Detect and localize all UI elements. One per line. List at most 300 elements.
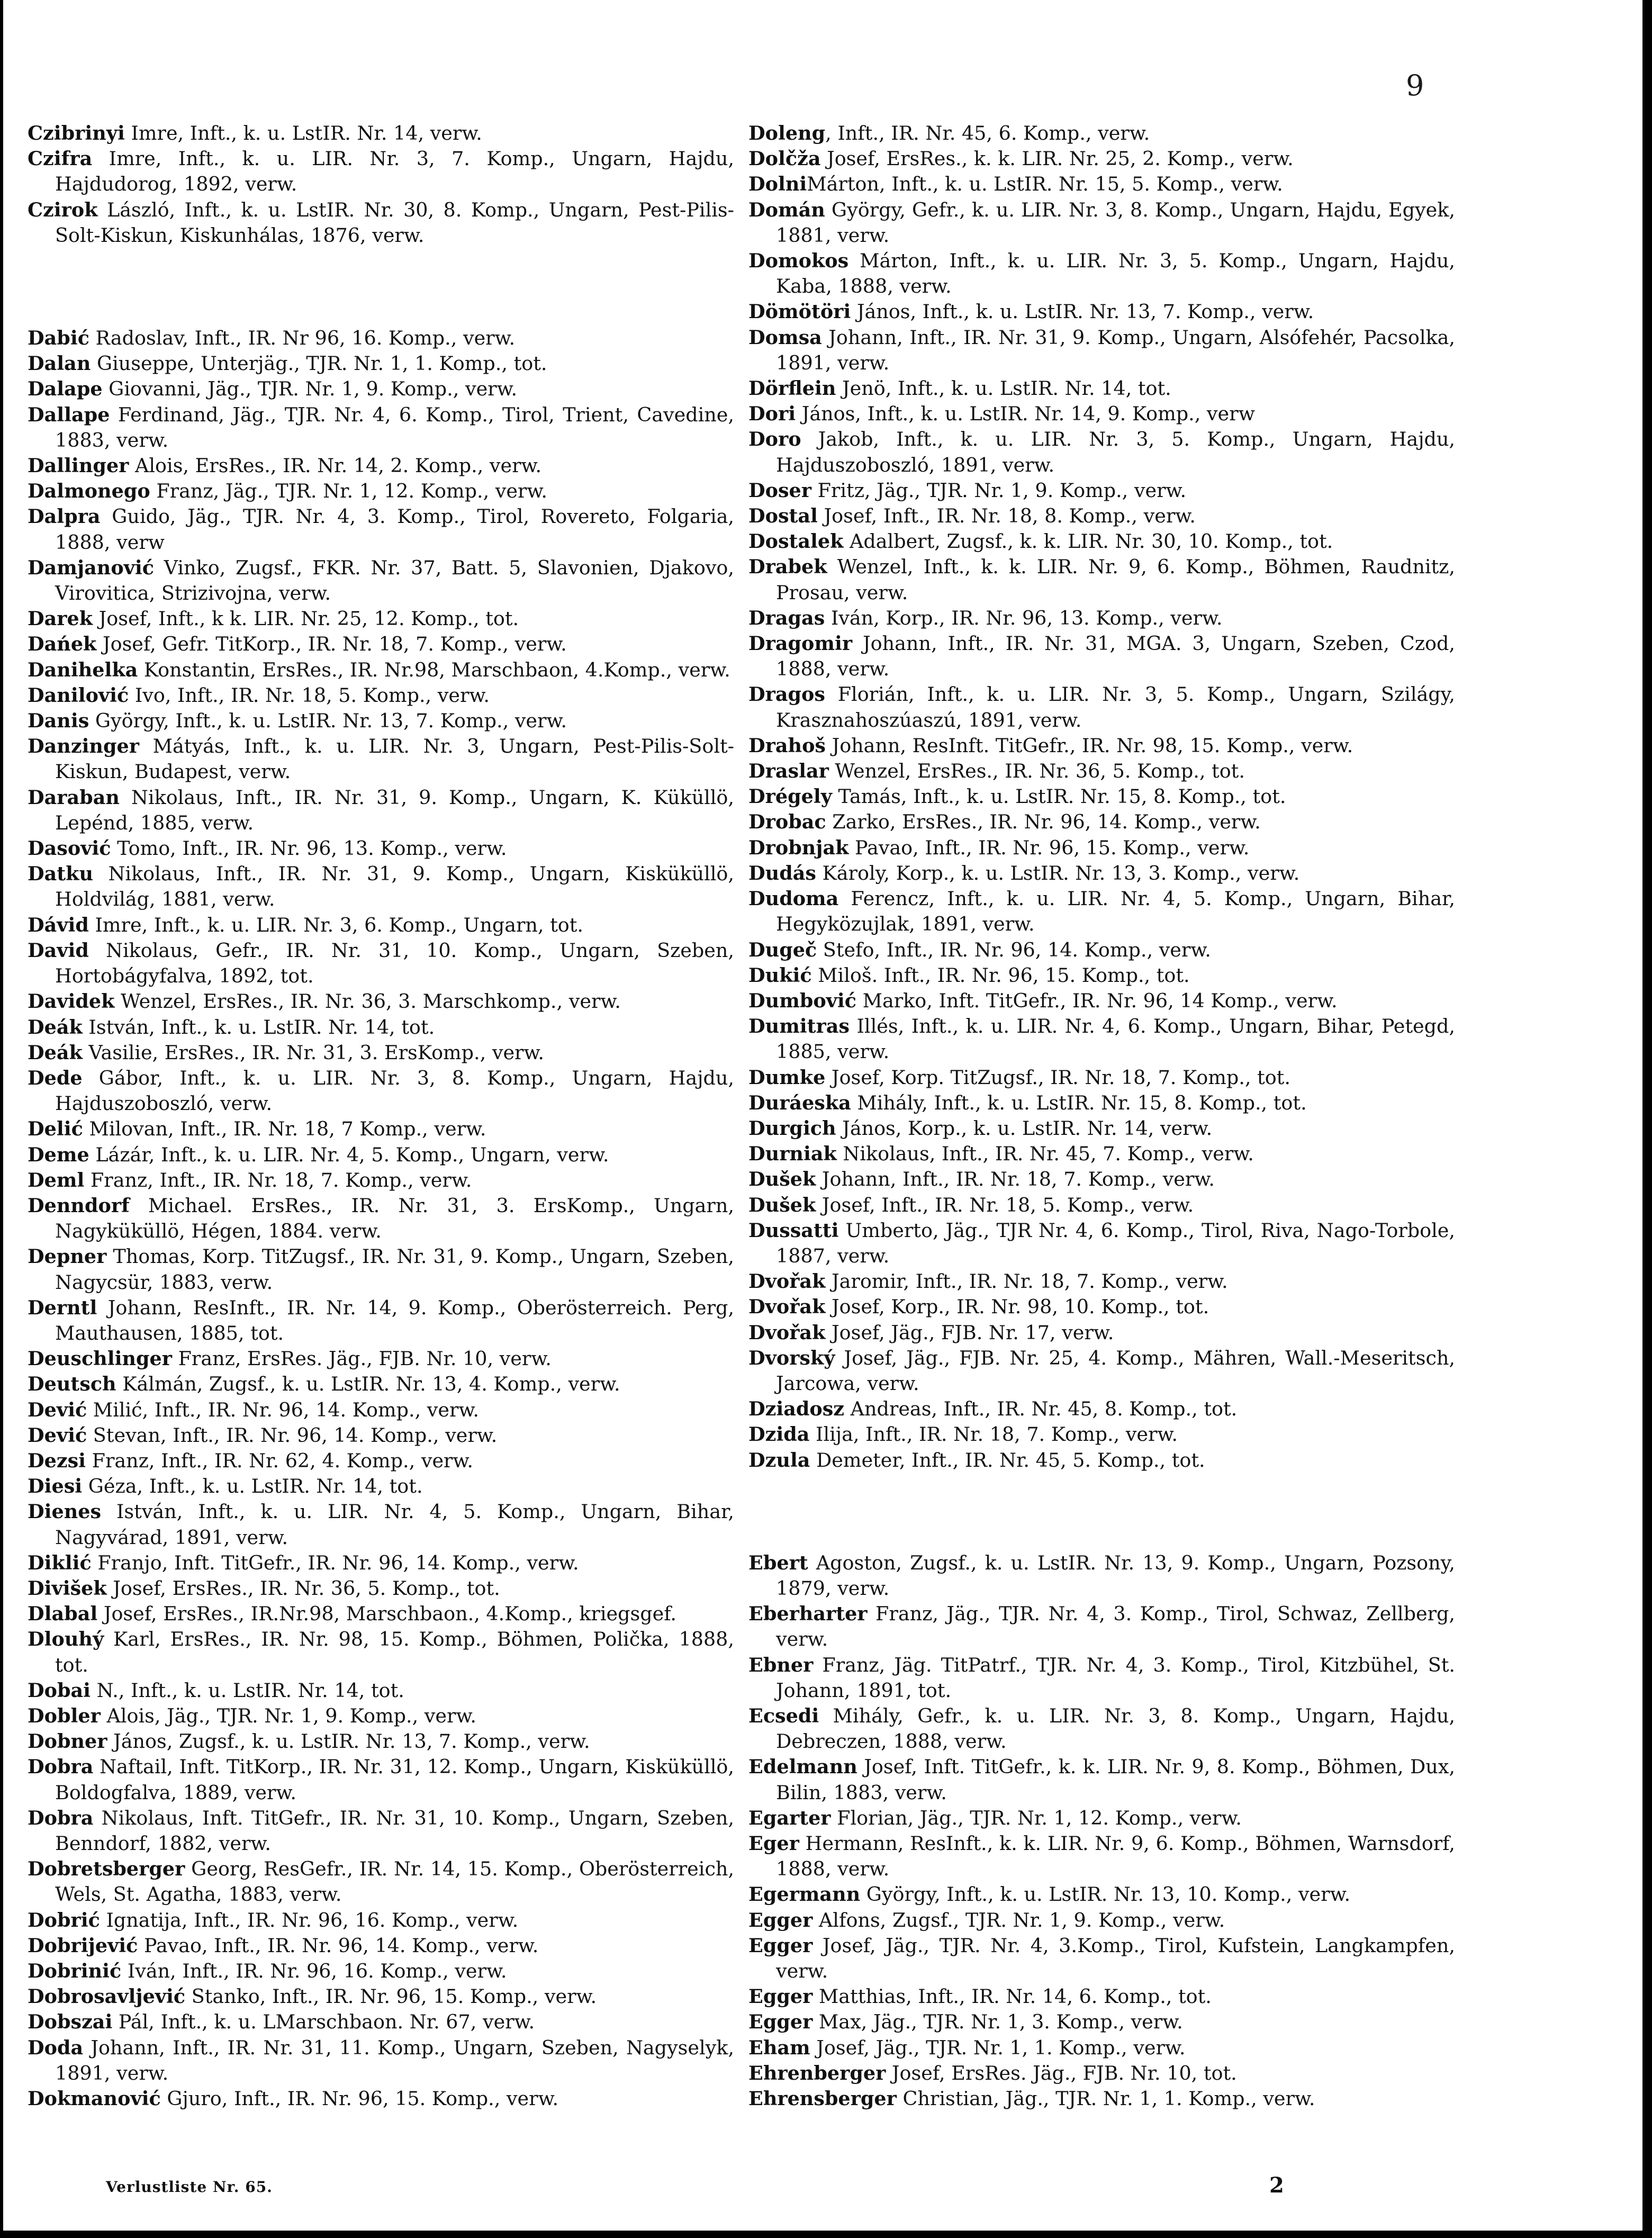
entry-surname: Dlouhý	[28, 1628, 104, 1651]
entry-surname: Ehrensberger	[748, 2087, 897, 2110]
entry-surname: Denndorf	[28, 1194, 130, 1217]
entry-surname: Eberharter	[748, 1602, 868, 1626]
list-entry	[748, 1550, 1455, 1601]
entry-details: Johann, Inft., IR. Nr. 18, 7. Komp., verw.	[816, 1168, 1215, 1191]
entry-surname: Delić	[28, 1117, 83, 1141]
entry-details: Florián, Inft., k. u. LIR. Nr. 3, 5. Komp., Ungarn, Szilágy, Krasznahoszúaszú, 1891, verw.	[776, 683, 1455, 732]
list-entry	[28, 351, 734, 376]
list-entry	[748, 1346, 1455, 1396]
entry-surname: Danis	[28, 709, 89, 733]
list-entry	[748, 1908, 1455, 1933]
entry-details: Christian, Jäg., TJR. Nr. 1, 1. Komp., verw.	[896, 2087, 1315, 2110]
entry-details: Pavao, Inft., IR. Nr. 96, 15. Komp., verw.	[848, 836, 1250, 859]
section-gap	[28, 248, 734, 326]
list-entry	[28, 479, 734, 504]
list-entry	[28, 1040, 734, 1066]
entry-surname: Dukić	[748, 963, 812, 987]
entry-surname: Dević	[28, 1423, 87, 1447]
list-entry	[748, 682, 1455, 733]
entry-details: István, Inft., k. u. LIR. Nr. 4, 5. Komp., Ungarn, Bihar, Nagyvárad, 1891, verw.	[55, 1500, 734, 1549]
list-entry	[28, 606, 734, 631]
entry-surname: Dobler	[28, 1704, 101, 1727]
entry-surname: Diklić	[28, 1551, 92, 1574]
entry-details: Stefo, Inft., IR. Nr. 96, 14. Komp., verw.	[817, 938, 1211, 961]
list-entry	[748, 376, 1455, 401]
entry-surname: Duráeska	[748, 1091, 851, 1114]
entry-surname: Dobrosavljević	[28, 1985, 186, 2008]
entry-surname: Dvořak	[748, 1295, 826, 1319]
entry-surname: Durniak	[748, 1142, 837, 1166]
list-entry	[28, 938, 734, 989]
scan-border-right	[1642, 0, 1652, 2238]
entry-surname: Dussatti	[748, 1219, 839, 1242]
list-entry	[748, 529, 1455, 554]
entry-details: Guido, Jäg., TJR. Nr. 4, 3. Komp., Tirol, Rovereto, Folgaria, 1888, verw	[55, 505, 734, 554]
list-entry	[748, 1422, 1455, 1447]
list-entry	[28, 326, 734, 351]
list-entry	[748, 554, 1455, 605]
entry-details: Karl, ErsRes., IR. Nr. 98, 15. Komp., Böhmen, Polička, 1888, tot.	[55, 1628, 734, 1676]
entry-surname: Dobai	[28, 1679, 91, 1702]
entry-details: Mátyás, Inft., k. u. LIR. Nr. 3, Ungarn, Pest-Pilis-Solt-Kiskun, Budapest, verw.	[55, 735, 734, 783]
entry-details: Franz, Jäg., TJR. Nr. 4, 3. Komp., Tirol, Schwaz, Zellberg, verw.	[776, 1602, 1455, 1651]
entry-details: Ilija, Inft., IR. Nr. 18, 7. Komp., verw.	[809, 1423, 1178, 1446]
list-entry	[28, 146, 734, 197]
entry-details: Umberto, Jäg., TJR Nr. 4, 6. Komp., Tirol, Riva, Nago-Torbole, 1887, verw.	[776, 1219, 1455, 1267]
entry-surname: Doro	[748, 428, 801, 451]
entry-surname: Drobnjak	[748, 836, 849, 859]
entry-surname: Ebner	[748, 1653, 814, 1676]
entry-surname: Dvorský	[748, 1346, 835, 1369]
list-entry	[748, 197, 1455, 248]
entry-surname: Dobretsberger	[28, 1857, 185, 1881]
entry-surname: Domokos	[748, 249, 849, 273]
entry-details: Nikolaus, Gefr., IR. Nr. 31, 10. Komp., Ungarn, Szeben, Hortobágyfalva, 1892, tot.	[55, 938, 734, 988]
entry-surname: Drégely	[748, 785, 832, 808]
list-entry	[748, 733, 1455, 759]
list-entry	[28, 1193, 734, 1244]
entry-surname: Ehrenberger	[748, 2061, 886, 2084]
entry-details: Mihály, Gefr., k. u. LIR. Nr. 3, 8. Komp., Ungarn, Hajdu, Debreczen, 1888, verw.	[776, 1704, 1455, 1753]
entry-surname: Dobra	[28, 1806, 94, 1829]
entry-surname: Egger	[748, 2010, 813, 2034]
entry-details: Josef, Korp., IR. Nr. 98, 10. Komp., tot.	[825, 1295, 1209, 1319]
entry-details: Imre, Inft., k. u. LIR. Nr. 3, 7. Komp., Ungarn, Hajdu, Hajdudorog, 1892, verw.	[55, 147, 734, 196]
entry-details: Johann, ResInft., IR. Nr. 14, 9. Komp., Oberösterreich. Perg, Mauthausen, 1885, tot.	[55, 1296, 734, 1344]
entry-details: Tomo, Inft., IR. Nr. 96, 13. Komp., verw.	[111, 837, 507, 860]
entry-surname: Deák	[28, 1041, 83, 1064]
entry-details: Franz, Inft., IR. Nr. 18, 7. Komp., verw.	[84, 1168, 472, 1192]
list-entry	[748, 1601, 1455, 1652]
entry-surname: Dvořak	[748, 1321, 826, 1344]
entry-surname: Egger	[748, 1908, 813, 1932]
list-entry	[748, 248, 1455, 299]
list-entry	[748, 1448, 1455, 1473]
entry-surname: Divišek	[28, 1576, 107, 1600]
entry-details: Illés, Inft., k. u. LIR. Nr. 4, 6. Komp., Ungarn, Bihar, Petegd, 1885, verw.	[776, 1015, 1455, 1063]
list-entry	[28, 1244, 734, 1295]
list-entry	[748, 809, 1455, 835]
entry-surname: Drabek	[748, 555, 827, 579]
list-entry	[28, 2009, 734, 2035]
entry-surname: Egger	[748, 1934, 813, 1957]
list-entry	[748, 427, 1455, 477]
entry-surname: Dušek	[748, 1193, 816, 1216]
entry-details: Naftail, Inft. TitKorp., IR. Nr. 31, 12. Komp., Ungarn, Kisküküllö, Boldogfalva, 1889, verw.	[55, 1755, 734, 1804]
list-entry	[28, 555, 734, 606]
entry-surname: Dumke	[748, 1066, 826, 1089]
list-entry	[28, 1550, 734, 1576]
entry-surname: Czifra	[28, 147, 93, 170]
entry-surname: Depner	[28, 1245, 107, 1268]
entry-surname: Drahoš	[748, 734, 826, 757]
entry-details: Márton, Inft., k. u. LIR. Nr. 3, 5. Komp., Ungarn, Hajdu, Kaba, 1888, verw.	[776, 249, 1455, 298]
entry-details: Márton, Inft., k. u. LstIR. Nr. 15, 5. Komp., verw.	[807, 173, 1283, 196]
entry-details: Tamás, Inft., k. u. LstIR. Nr. 15, 8. Komp., tot.	[832, 785, 1286, 808]
entry-details: Wenzel, ErsRes., IR. Nr. 36, 3. Marschkomp., verw.	[114, 990, 621, 1013]
entry-surname: Dušek	[748, 1168, 816, 1191]
entry-details: Mihály, Inft., k. u. LstIR. Nr. 15, 8. Komp., tot.	[851, 1091, 1307, 1114]
entry-surname: Dobra	[28, 1755, 94, 1779]
entry-details: Alois, ErsRes., IR. Nr. 14, 2. Komp., verw.	[129, 454, 542, 477]
list-entry	[748, 1754, 1455, 1805]
entry-details: Johann, ResInft. TitGefr., IR. Nr. 98, 15. Komp., verw.	[825, 734, 1353, 757]
entry-details: Josef, ErsRes., IR. Nr. 36, 5. Komp., tot.	[106, 1576, 500, 1600]
list-entry	[748, 1218, 1455, 1269]
list-entry	[748, 325, 1455, 376]
entry-details: György, Inft., k. u. LstIR. Nr. 13, 7. Komp., verw.	[89, 709, 567, 733]
list-entry	[748, 784, 1455, 809]
list-entry	[28, 1474, 734, 1499]
entry-surname: Durgich	[748, 1116, 836, 1140]
list-entry	[28, 1397, 734, 1423]
list-entry	[28, 836, 734, 861]
entry-surname: Dabić	[28, 327, 89, 350]
entry-surname: Edelmann	[748, 1755, 857, 1779]
list-entry	[748, 146, 1455, 172]
list-entry	[748, 963, 1455, 988]
entry-surname: Dörflein	[748, 377, 836, 400]
list-entry	[28, 1066, 734, 1116]
entry-details: Josef, Gefr. TitKorp., IR. Nr. 18, 7. Komp., verw.	[96, 633, 567, 656]
entry-surname: Dugeč	[748, 938, 817, 961]
entry-surname: Domsa	[748, 326, 822, 349]
scan-border-left	[0, 0, 3, 2238]
entry-details: Vasilie, ErsRes., IR. Nr. 31, 3. ErsKomp., verw.	[82, 1041, 545, 1064]
entry-surname: Dallape	[28, 403, 110, 426]
entry-details: N., Inft., k. u. LstIR. Nr. 14, tot.	[91, 1679, 404, 1702]
entry-surname: Davidek	[28, 990, 115, 1013]
entry-surname: Dolčža	[748, 147, 821, 170]
entry-surname: Eger	[748, 1832, 799, 1855]
list-entry	[748, 2061, 1455, 2086]
list-entry	[28, 1371, 734, 1397]
entry-details: Alfons, Zugsf., TJR. Nr. 1, 9. Komp., verw.	[813, 1908, 1225, 1932]
entry-details: Ignatija, Inft., IR. Nr. 96, 16. Komp., verw.	[100, 1908, 519, 1932]
entry-surname: Danilović	[28, 683, 129, 707]
entry-surname: Dumbović	[748, 989, 856, 1012]
list-entry	[28, 657, 734, 683]
entry-details: Josef, Korp. TitZugsf., IR. Nr. 18, 7. Komp., tot.	[825, 1066, 1290, 1089]
list-entry	[28, 785, 734, 836]
entry-surname: Danzinger	[28, 735, 139, 758]
list-entry	[748, 861, 1455, 886]
entry-surname: Deutsch	[28, 1373, 116, 1396]
list-entry	[28, 1959, 734, 1984]
entry-details: Imre, Inft., k. u. LIR. Nr. 3, 6. Komp., Ungarn, tot.	[88, 913, 584, 936]
list-entry	[28, 1703, 734, 1729]
entry-details: Josef, ErsRes., k. k. LIR. Nr. 25, 2. Komp., verw.	[820, 147, 1294, 170]
entry-details: Josef, Jäg., FJB. Nr. 17, verw.	[825, 1321, 1114, 1344]
entry-surname: Dömötöri	[748, 300, 851, 323]
entry-details: Ferdinand, Jäg., TJR. Nr. 4, 6. Komp., Tirol, Trient, Cavedine, 1883, verw.	[55, 403, 734, 452]
entry-details: Nikolaus, Inft., IR. Nr. 31, 9. Komp., Ungarn, Kisküküllö, Holdvilág, 1881, verw.	[55, 862, 734, 911]
entry-details: Franz, ErsRes. Jäg., FJB. Nr. 10, verw.	[171, 1347, 552, 1370]
entry-details: Miloš. Inft., IR. Nr. 96, 15. Komp., tot.	[811, 963, 1190, 987]
entry-details: Milić, Inft., IR. Nr. 96, 14. Komp., verw.	[87, 1398, 479, 1421]
entry-surname: Darek	[28, 607, 93, 630]
entry-surname: Dobrić	[28, 1908, 100, 1932]
right-column	[748, 121, 1455, 2111]
list-entry	[28, 121, 734, 146]
entry-details: Iván, Korp., IR. Nr. 96, 13. Komp., verw.	[825, 606, 1223, 629]
list-entry	[748, 1984, 1455, 2009]
list-entry	[28, 1754, 734, 1805]
entry-surname: Diesi	[28, 1475, 83, 1498]
list-entry	[748, 1065, 1455, 1090]
entry-surname: Doser	[748, 479, 811, 502]
entry-details: Nikolaus, Inft., IR. Nr. 31, 9. Komp., Ungarn, K. Küküllö, Lepénd, 1885, verw.	[55, 786, 734, 834]
entry-details: Nikolaus, Inft., IR. Nr. 45, 7. Komp., verw.	[836, 1142, 1254, 1166]
entry-surname: Dzida	[748, 1423, 810, 1446]
list-entry	[748, 1116, 1455, 1141]
entry-details: Fritz, Jäg., TJR. Nr. 1, 9. Komp., verw.	[811, 479, 1187, 502]
entry-surname: Damjanović	[28, 556, 154, 579]
list-entry	[748, 121, 1455, 146]
entry-details: Josef, Inft., IR. Nr. 18, 5. Komp., verw.	[816, 1193, 1194, 1216]
entry-surname: Dalmonego	[28, 480, 150, 503]
list-entry	[28, 376, 734, 402]
entry-details: Wenzel, ErsRes., IR. Nr. 36, 5. Komp., tot.	[828, 760, 1245, 783]
entry-details: Josef, Jäg., FJB. Nr. 25, 4. Komp., Mähren, Wall.-Meseritsch, Jarcowa, verw.	[776, 1346, 1455, 1395]
entry-details: Kálmán, Zugsf., k. u. LstIR. Nr. 13, 4. Komp., verw.	[116, 1373, 620, 1396]
footer-list-number: Verlustliste Nr. 65.	[106, 2178, 273, 2196]
entry-details: Károly, Korp., k. u. LstIR. Nr. 13, 3. Komp., verw.	[816, 861, 1300, 885]
entry-surname: David	[28, 938, 89, 962]
entry-surname: Dostal	[748, 504, 818, 528]
left-column	[28, 121, 734, 2111]
entry-details: György, Gefr., k. u. LIR. Nr. 3, 8. Komp., Ungarn, Hajdu, Egyek, 1881, verw.	[776, 198, 1455, 247]
list-entry	[748, 1193, 1455, 1218]
list-entry	[28, 1601, 734, 1627]
list-entry	[28, 1627, 734, 1677]
list-entry	[748, 631, 1455, 682]
entry-details: Franz, Inft., IR. Nr. 62, 4. Komp., verw.	[86, 1449, 474, 1472]
entry-surname: Dokmanović	[28, 2087, 161, 2110]
entry-details: Demeter, Inft., IR. Nr. 45, 5. Komp., tot.	[810, 1448, 1205, 1472]
entry-details: János, Korp., k. u. LstIR. Nr. 14, verw.	[836, 1116, 1213, 1140]
list-entry	[748, 1806, 1455, 1831]
entry-details: Géza, Inft., k. u. LstIR. Nr. 14, tot.	[82, 1475, 423, 1498]
entry-surname: Dragomir	[748, 632, 853, 655]
entry-details: Giuseppe, Unterjäg., TJR. Nr. 1, 1. Komp., tot.	[91, 352, 547, 375]
list-entry	[28, 1576, 734, 1601]
list-entry	[748, 1933, 1455, 1984]
entry-surname: Dasović	[28, 837, 111, 860]
list-entry	[28, 683, 734, 708]
list-entry	[748, 401, 1455, 427]
entry-details: Andreas, Inft., IR. Nr. 45, 8. Komp., tot.	[844, 1397, 1238, 1421]
list-entry	[28, 1448, 734, 1474]
list-entry	[28, 1015, 734, 1040]
entry-surname: Dumitras	[748, 1015, 850, 1038]
entry-details: Josef, Inft. TitGefr., k. k. LIR. Nr. 9, 8. Komp., Böhmen, Dux, Bilin, 1883, verw.	[776, 1755, 1455, 1804]
entry-surname: Dallinger	[28, 454, 129, 477]
entry-surname: Dańek	[28, 633, 97, 656]
entry-details: Max, Jäg., TJR. Nr. 1, 3. Komp., verw.	[813, 2010, 1183, 2034]
entry-surname: Dostalek	[748, 530, 844, 553]
entry-details: Radoslav, Inft., IR. Nr 96, 16. Komp., verw.	[89, 327, 516, 350]
entry-details: Zarko, ErsRes., IR. Nr. 96, 14. Komp., verw.	[826, 810, 1261, 834]
list-entry	[28, 861, 734, 912]
list-entry	[748, 606, 1455, 631]
entry-surname: Dobrinić	[28, 1960, 122, 1983]
list-entry	[28, 631, 734, 657]
list-entry	[748, 1294, 1455, 1320]
entry-surname: Dudás	[748, 861, 816, 885]
list-entry	[748, 988, 1455, 1014]
entry-details: Josef, ErsRes. Jäg., FJB. Nr. 10, tot.	[886, 2061, 1237, 2084]
entry-surname: Dudoma	[748, 887, 839, 910]
entry-details: Agoston, Zugsf., k. u. LstIR. Nr. 13, 9. Komp., Ungarn, Pozsony, 1879, verw.	[776, 1551, 1455, 1600]
entry-surname: Deuschlinger	[28, 1347, 172, 1370]
entry-details: Michael. ErsRes., IR. Nr. 31, 3. ErsKomp., Ungarn, Nagyküküllö, Hégen, 1884. verw.	[55, 1194, 734, 1243]
entry-details: Ferencz, Inft., k. u. LIR. Nr. 4, 5. Komp., Ungarn, Bihar, Hegyközujlak, 1891, verw.	[776, 887, 1455, 936]
list-entry	[28, 734, 734, 784]
entry-surname: Dvořak	[748, 1270, 826, 1293]
entry-surname: Deme	[28, 1143, 89, 1166]
entry-surname: Drobac	[748, 810, 826, 834]
entry-details: Iván, Inft., IR. Nr. 96, 16. Komp., verw.	[121, 1960, 507, 1983]
entry-surname: Egermann	[748, 1883, 861, 1906]
entry-details: Florian, Jäg., TJR. Nr. 1, 12. Komp., verw.	[830, 1806, 1242, 1829]
entry-surname: Deml	[28, 1168, 85, 1192]
entry-details: Jenö, Inft., k. u. LstIR. Nr. 14, tot.	[836, 377, 1171, 400]
entry-surname: Dalan	[28, 352, 91, 375]
list-entry	[748, 1396, 1455, 1422]
entry-details: Josef, Inft., IR. Nr. 18, 8. Komp., verw.	[817, 504, 1196, 528]
entry-surname: Dobner	[28, 1730, 107, 1753]
entry-surname: Doda	[28, 2036, 84, 2059]
entry-details: Pál, Inft., k. u. LMarschbaon. Nr. 67, verw.	[112, 2010, 535, 2034]
entry-details: Milovan, Inft., IR. Nr. 18, 7 Komp., verw.	[83, 1117, 486, 1141]
entry-details: Imre, Inft., k. u. LstIR. Nr. 14, verw.	[124, 122, 482, 145]
list-entry	[748, 1090, 1455, 1116]
entry-surname: Czibrinyi	[28, 122, 125, 145]
list-entry	[748, 886, 1455, 937]
list-entry	[28, 402, 734, 453]
entry-surname: Domán	[748, 198, 825, 221]
list-entry	[28, 197, 734, 248]
entry-details: Giovanni, Jäg., TJR. Nr. 1, 9. Komp., verw.	[102, 377, 518, 401]
entry-details: Stevan, Inft., IR. Nr. 96, 14. Komp., verw.	[87, 1423, 498, 1447]
list-entry	[28, 1678, 734, 1703]
entry-surname: Deák	[28, 1015, 83, 1039]
section-gap	[748, 1473, 1455, 1550]
entry-surname: Ebert	[748, 1551, 808, 1574]
entry-surname: Dolni	[748, 173, 807, 196]
entry-details: Josef, ErsRes., IR.Nr.98, Marschbaon., 4.Komp., kriegsgef.	[97, 1602, 677, 1626]
entry-details: Jakob, Inft., k. u. LIR. Nr. 3, 5. Komp., Ungarn, Hajdu, Hajduszoboszló, 1891, verw.	[776, 428, 1455, 476]
list-entry	[28, 1806, 734, 1856]
list-entry	[28, 913, 734, 938]
entry-surname: Ecsedi	[748, 1704, 819, 1727]
list-entry	[28, 1116, 734, 1142]
list-entry	[28, 1295, 734, 1346]
entry-details: Stanko, Inft., IR. Nr. 96, 15. Komp., verw.	[185, 1985, 597, 2008]
entry-details: Georg, ResGefr., IR. Nr. 14, 15. Komp., Oberösterreich, Wels, St. Agatha, 1883, verw.	[55, 1857, 734, 1906]
list-entry	[28, 1423, 734, 1448]
list-entry	[28, 1142, 734, 1168]
entry-details: Franz, Jäg., TJR. Nr. 1, 12. Komp., verw.	[150, 480, 547, 503]
list-entry	[748, 172, 1455, 197]
list-entry	[28, 989, 734, 1014]
entry-surname: Egger	[748, 1985, 813, 2008]
entry-details: János, Inft., k. u. LstIR. Nr. 13, 7. Komp., verw.	[851, 300, 1314, 323]
list-entry	[28, 1499, 734, 1550]
list-entry	[748, 1141, 1455, 1167]
list-entry	[28, 1984, 734, 2009]
list-entry	[748, 1882, 1455, 1907]
entry-details: Pavao, Inft., IR. Nr. 96, 14. Komp., verw.	[138, 1934, 539, 1957]
entry-surname: Doleng	[748, 122, 826, 145]
entry-details: Johann, Inft., IR. Nr. 31, MGA. 3, Ungarn, Szeben, Czod, 1888, verw.	[776, 632, 1455, 681]
entry-surname: Dezsi	[28, 1449, 86, 1472]
entry-surname: Dzula	[748, 1448, 810, 1472]
list-entry	[748, 1167, 1455, 1192]
list-entry	[748, 1703, 1455, 1754]
entry-surname: Czirok	[28, 198, 98, 221]
list-entry	[28, 1346, 734, 1371]
entry-details: Ivo, Inft., IR. Nr. 18, 5. Komp., verw.	[129, 683, 490, 707]
list-entry	[28, 1729, 734, 1754]
entry-details: Marko, Inft. TitGefr., IR. Nr. 96, 14 Komp., verw.	[856, 989, 1338, 1012]
list-entry	[28, 1908, 734, 1933]
entry-surname: Dobrijević	[28, 1934, 138, 1957]
entry-details: János, Inft., k. u. LstIR. Nr. 14, 9. Komp., verw	[796, 402, 1255, 426]
entry-surname: Derntl	[28, 1296, 97, 1319]
list-entry	[28, 2086, 734, 2111]
entry-surname: Dobszai	[28, 2010, 113, 2034]
list-entry	[28, 1933, 734, 1959]
list-entry	[748, 759, 1455, 784]
list-entry	[748, 1014, 1455, 1064]
entry-details: Jaromir, Inft., IR. Nr. 18, 7. Komp., verw.	[825, 1270, 1228, 1293]
entry-surname: Dević	[28, 1398, 87, 1421]
entry-surname: Dziadosz	[748, 1397, 845, 1421]
list-entry	[28, 504, 734, 555]
entry-details: Matthias, Inft., IR. Nr. 14, 6. Komp., tot.	[813, 1985, 1212, 2008]
entry-details: Johann, Inft., IR. Nr. 31, 9. Komp., Ungarn, Alsófehér, Pacsolka, 1891, verw.	[776, 326, 1455, 374]
entry-details: Alois, Jäg., TJR. Nr. 1, 9. Komp., verw.	[100, 1704, 476, 1727]
entry-surname: Datku	[28, 862, 93, 886]
scan-border-bottom	[0, 2231, 1652, 2238]
page-number: 9	[1406, 69, 1424, 102]
entry-details: Josef, Jäg., TJR. Nr. 4, 3.Komp., Tirol, Kufstein, Langkampfen, verw.	[776, 1934, 1455, 1983]
entry-details: Johann, Inft., IR. Nr. 31, 11. Komp., Ungarn, Szeben, Nagyselyk, 1891, verw.	[55, 2036, 734, 2084]
list-entry	[28, 453, 734, 479]
entry-details: Josef, Jäg., TJR. Nr. 1, 1. Komp., verw.	[810, 2036, 1186, 2059]
